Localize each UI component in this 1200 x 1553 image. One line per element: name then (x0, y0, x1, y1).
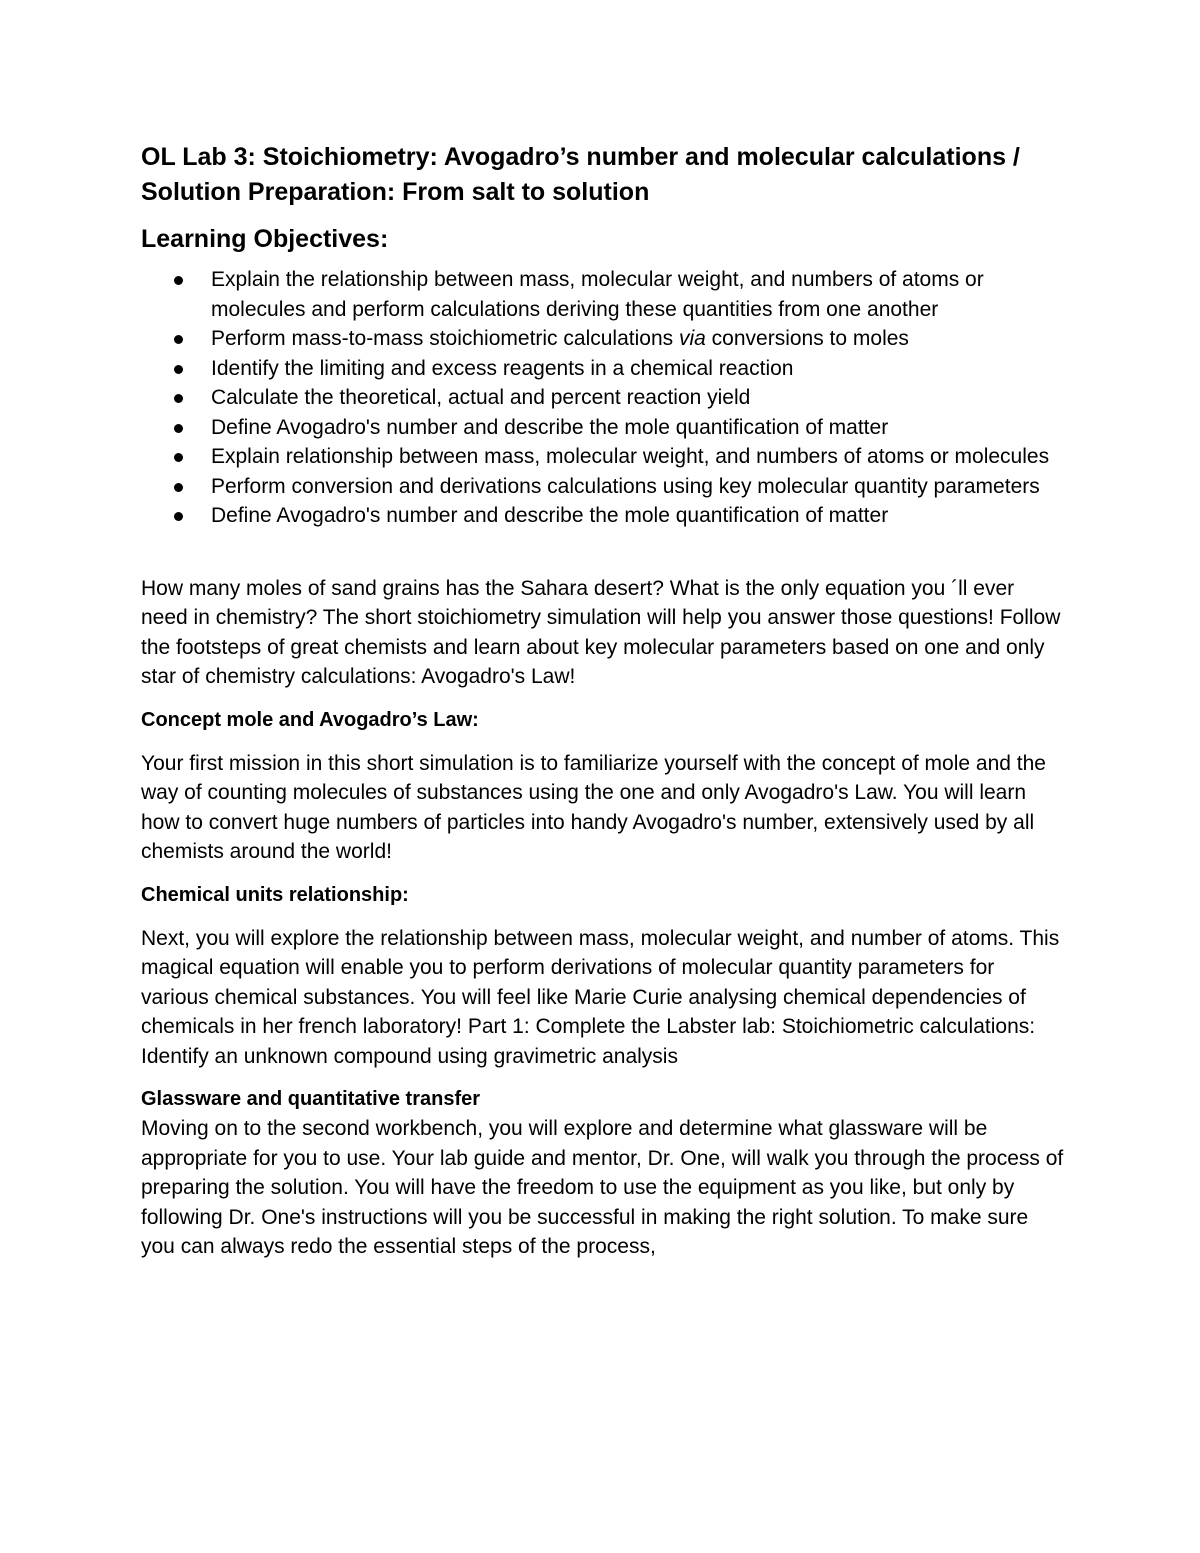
bullet-icon (174, 483, 183, 492)
section-heading-glassware: Glassware and quantitative transfer (141, 1088, 481, 1110)
section-text-units: Next, you will explore the relationship between mass, molecular weight, and number of atoms. This magical equation will enable you to perform derivations of molecular quantity parameters for various chemical substances. You will feel like Marie Curie analysing chemical dependencies of chemicals in her french laboratory! Part 1: Complete the Labster lab: Stoichiometric calculations: Identify an unknown compound using gravimetric analysis (141, 926, 1060, 1068)
objectives-heading: Learning Objectives: (141, 225, 389, 253)
objective-text: Explain relationship between mass, molecular weight, and numbers of atoms or molecules (211, 445, 1050, 468)
objective-item (141, 324, 1066, 354)
objective-text: Define Avogadro's number and describe the mole quantification of matter (211, 415, 889, 439)
intro-paragraph: How many moles of sand grains has the Sahara desert? What is the only equation you ´ll ever need in chemistry? The short stoichiometry simulation will help you answer those questions! Follow the footsteps of great chemists and learn about key molecular parameters based on one and only star of chemistry calculations: Avogadro's Law! (141, 576, 1061, 688)
objective-item (141, 265, 1066, 324)
objective-item (141, 383, 1066, 413)
objective-item (141, 442, 1066, 472)
objective-text-italic: via (678, 327, 706, 350)
objective-text: Identify the limiting and excess reagents in a chemical reaction (211, 356, 794, 380)
bullet-icon (174, 453, 183, 462)
objective-text: Define Avogadro's number and describe the mole quantification of matter (211, 504, 889, 527)
bullet-icon (174, 276, 183, 285)
document-page (141, 140, 1066, 1262)
objective-text-after: conversions to moles (705, 327, 909, 350)
section-text-glassware: Moving on to the second workbench, you will explore and determine what glassware will be appropriate for you to use. Your lab guide and mentor, Dr. One, will walk you through the process of preparing the solution. You will have the freedom to use the equipment as you like, but only by following Dr. One's instructions will you be successful in making the right solution. To make sure you can always redo the essential steps of the process, (141, 1117, 1064, 1258)
objective-text-before: Perform mass-to-mass stoichiometric calculations (211, 327, 679, 350)
objective-text: Perform conversion and derivations calculations using key molecular quantity parameters (211, 474, 1040, 498)
bullet-icon (174, 365, 183, 374)
objective-text: Calculate the theoretical, actual and percent reaction yield (211, 386, 751, 409)
bullet-icon (174, 394, 183, 403)
section-heading-units: Chemical units relationship: (141, 883, 409, 906)
objectives-list (141, 265, 1066, 531)
objective-item (141, 413, 1066, 443)
section-text-mole: Your first mission in this short simulation is to familiarize yourself with the concept of mole and the way of counting molecules of substances using the one and only Avogadro's Law. You will learn how to convert huge numbers of particles into handy Avogadro's number, extensively used by all chemists around the world! (141, 751, 1046, 863)
objective-item (141, 472, 1066, 502)
bullet-icon (174, 424, 183, 433)
section-heading-mole: Concept mole and Avogadro’s Law: (141, 708, 479, 731)
document-title: OL Lab 3: Stoichiometry: Avogadro’s number and molecular calculations / Solution Preparation: From salt to solution (141, 143, 1020, 206)
objective-item (141, 354, 1066, 384)
bullet-icon (174, 335, 183, 344)
objective-text: Explain the relationship between mass, molecular weight, and numbers of atoms or molecules and perform calculations deriving these quantities from one another (211, 268, 984, 321)
objective-item (141, 501, 1066, 531)
bullet-icon (174, 512, 183, 521)
